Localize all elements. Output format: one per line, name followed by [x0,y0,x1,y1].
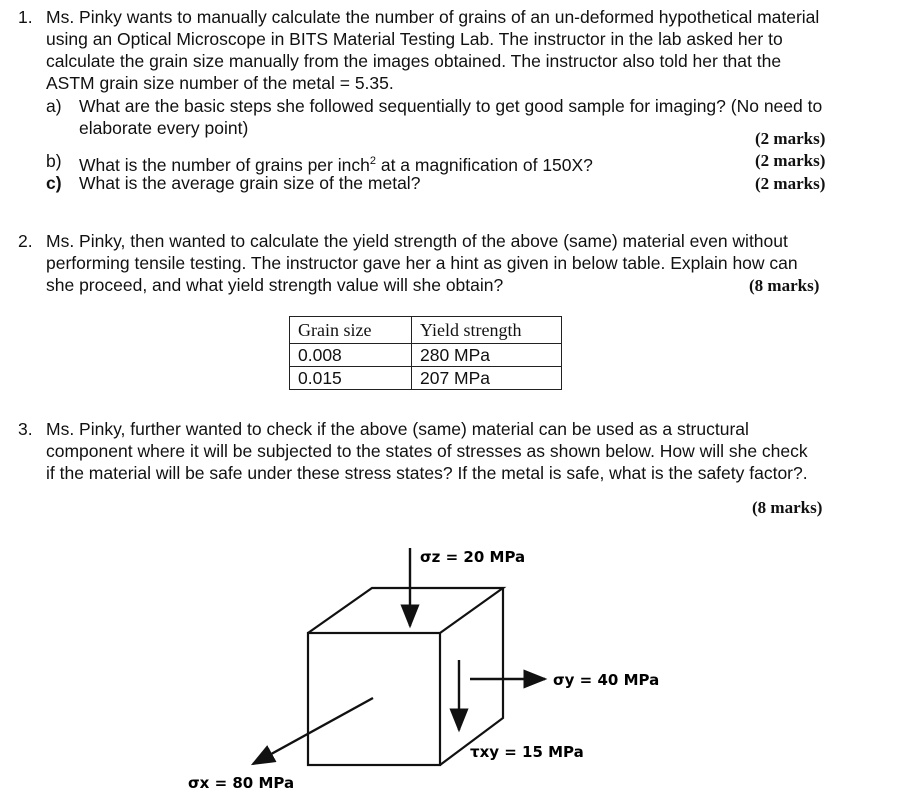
q1a-line-1: What are the basic steps she followed sequentially to get good sample for imaging? (No need to [79,96,823,116]
q3-line-3: if the material will be safe under these stress states? If the metal is safe, what is the safety factor?. [46,463,808,483]
table-cell: 0.008 [290,344,412,367]
sigma-x-label: σx = 80 MPa [188,774,295,792]
table-row [290,344,562,367]
q2-line-3: she proceed, and what yield strength value will she obtain? [46,275,504,295]
stress-cube-figure [0,530,910,812]
q1-line-4: ASTM grain size number of the metal = 5.35. [46,73,394,93]
table-row [290,367,562,390]
table-cell: 207 MPa [412,367,562,390]
q1a-line-2: elaborate every point) [79,118,249,138]
q1c-marks: (2 marks) [755,174,826,193]
q1b-label: b) [46,151,62,171]
table-cell: 280 MPa [412,344,562,367]
table-header: Yield strength [412,317,562,344]
table-header-row [290,317,562,344]
table-cell: 0.015 [290,367,412,390]
sigma-x-arrow [253,698,373,764]
q1a-label: a) [46,96,62,116]
sigma-z-label: σz = 20 MPa [420,548,526,566]
q3-number: 3. [18,419,33,439]
table-header: Grain size [290,317,412,344]
q1c-text: What is the average grain size of the metal? [79,173,421,193]
q1-line-2: using an Optical Microscope in BITS Material Testing Lab. The instructor in the lab asked her to [46,29,783,49]
grain-yield-table [289,316,562,390]
tau-xy-label: τxy = 15 MPa [470,743,584,761]
q1a-marks: (2 marks) [755,129,826,148]
cube-outline [308,588,503,765]
q1-line-1: Ms. Pinky wants to manually calculate the number of grains of an un-deformed hypothetical material [46,7,820,27]
sigma-y-label: σy = 40 MPa [553,671,660,689]
q3-line-1: Ms. Pinky, further wanted to check if the above (same) material can be used as a structural [46,419,749,439]
q3-marks: (8 marks) [752,498,823,517]
q1b-text: What is the number of grains per inch$^2$ at a magnification of 150X? [79,154,593,175]
q3-line-2: component where it will be subjected to the states of stresses as shown below. How will she check [46,441,808,461]
q1c-label: c) [46,173,62,193]
q2-line-2: performing tensile testing. The instructor gave her a hint as given in below table. Explain how can [46,253,798,273]
q1-line-3: calculate the grain size manually from the images obtained. The instructor also told her that the [46,51,782,71]
q1b-marks: (2 marks) [755,151,826,170]
q2-marks: (8 marks) [749,276,820,295]
q2-line-1: Ms. Pinky, then wanted to calculate the yield strength of the above (same) material even without [46,231,788,251]
q2-number: 2. [18,231,33,251]
q1-number: 1. [18,7,33,27]
